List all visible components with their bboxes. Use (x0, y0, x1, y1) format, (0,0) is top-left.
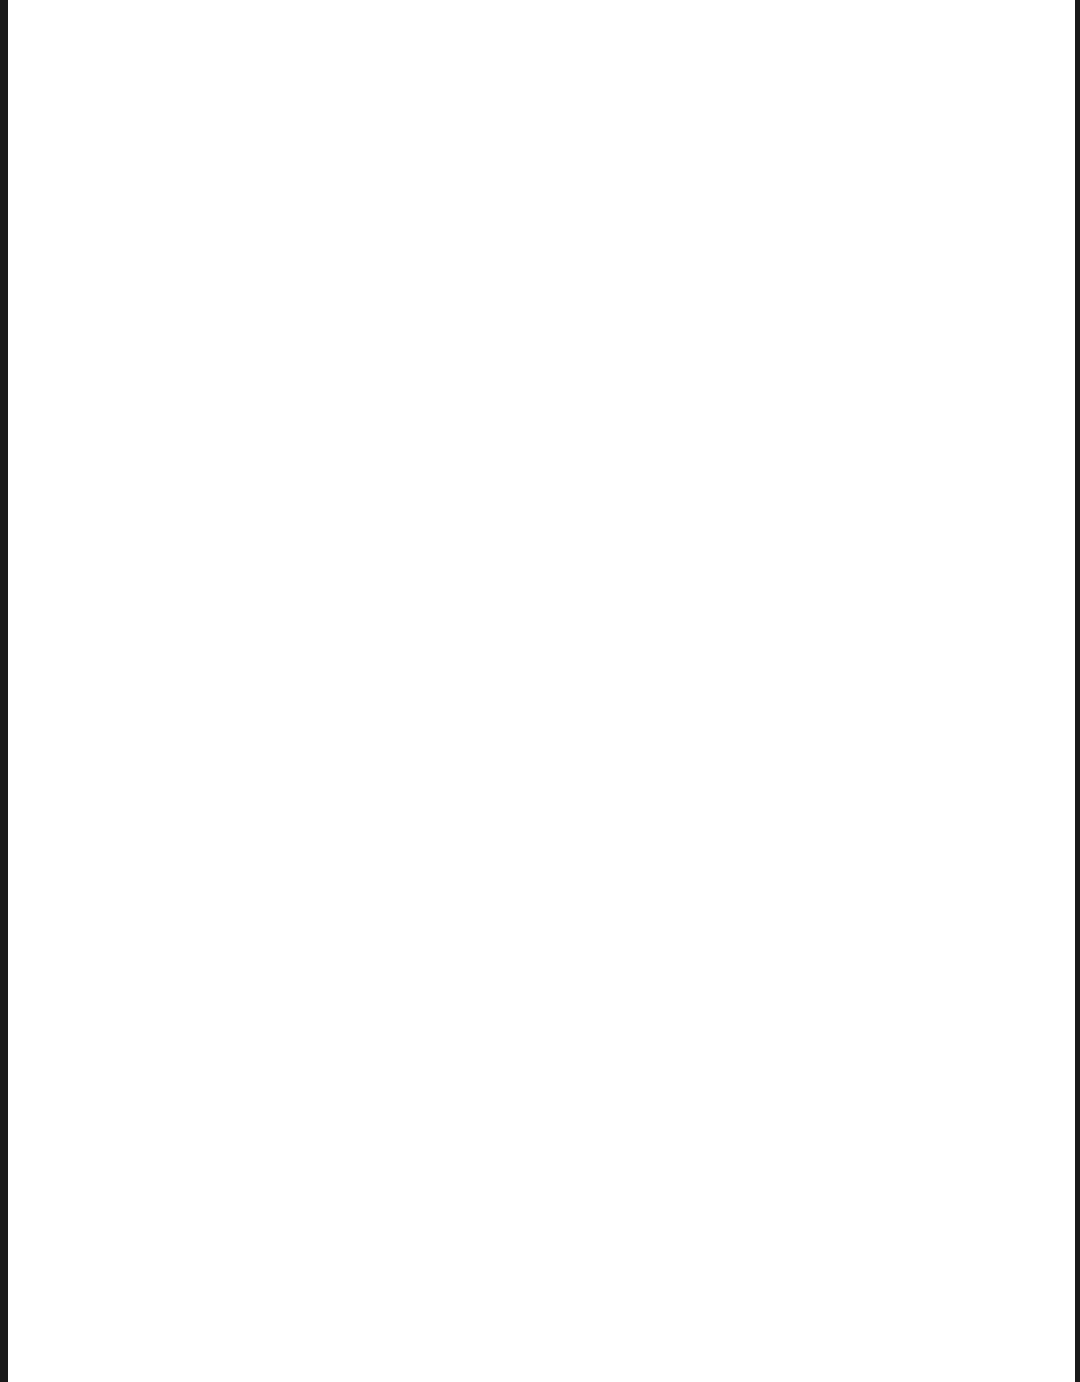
right-frame-edge (1075, 0, 1080, 1382)
left-frame-edge (0, 0, 8, 1382)
